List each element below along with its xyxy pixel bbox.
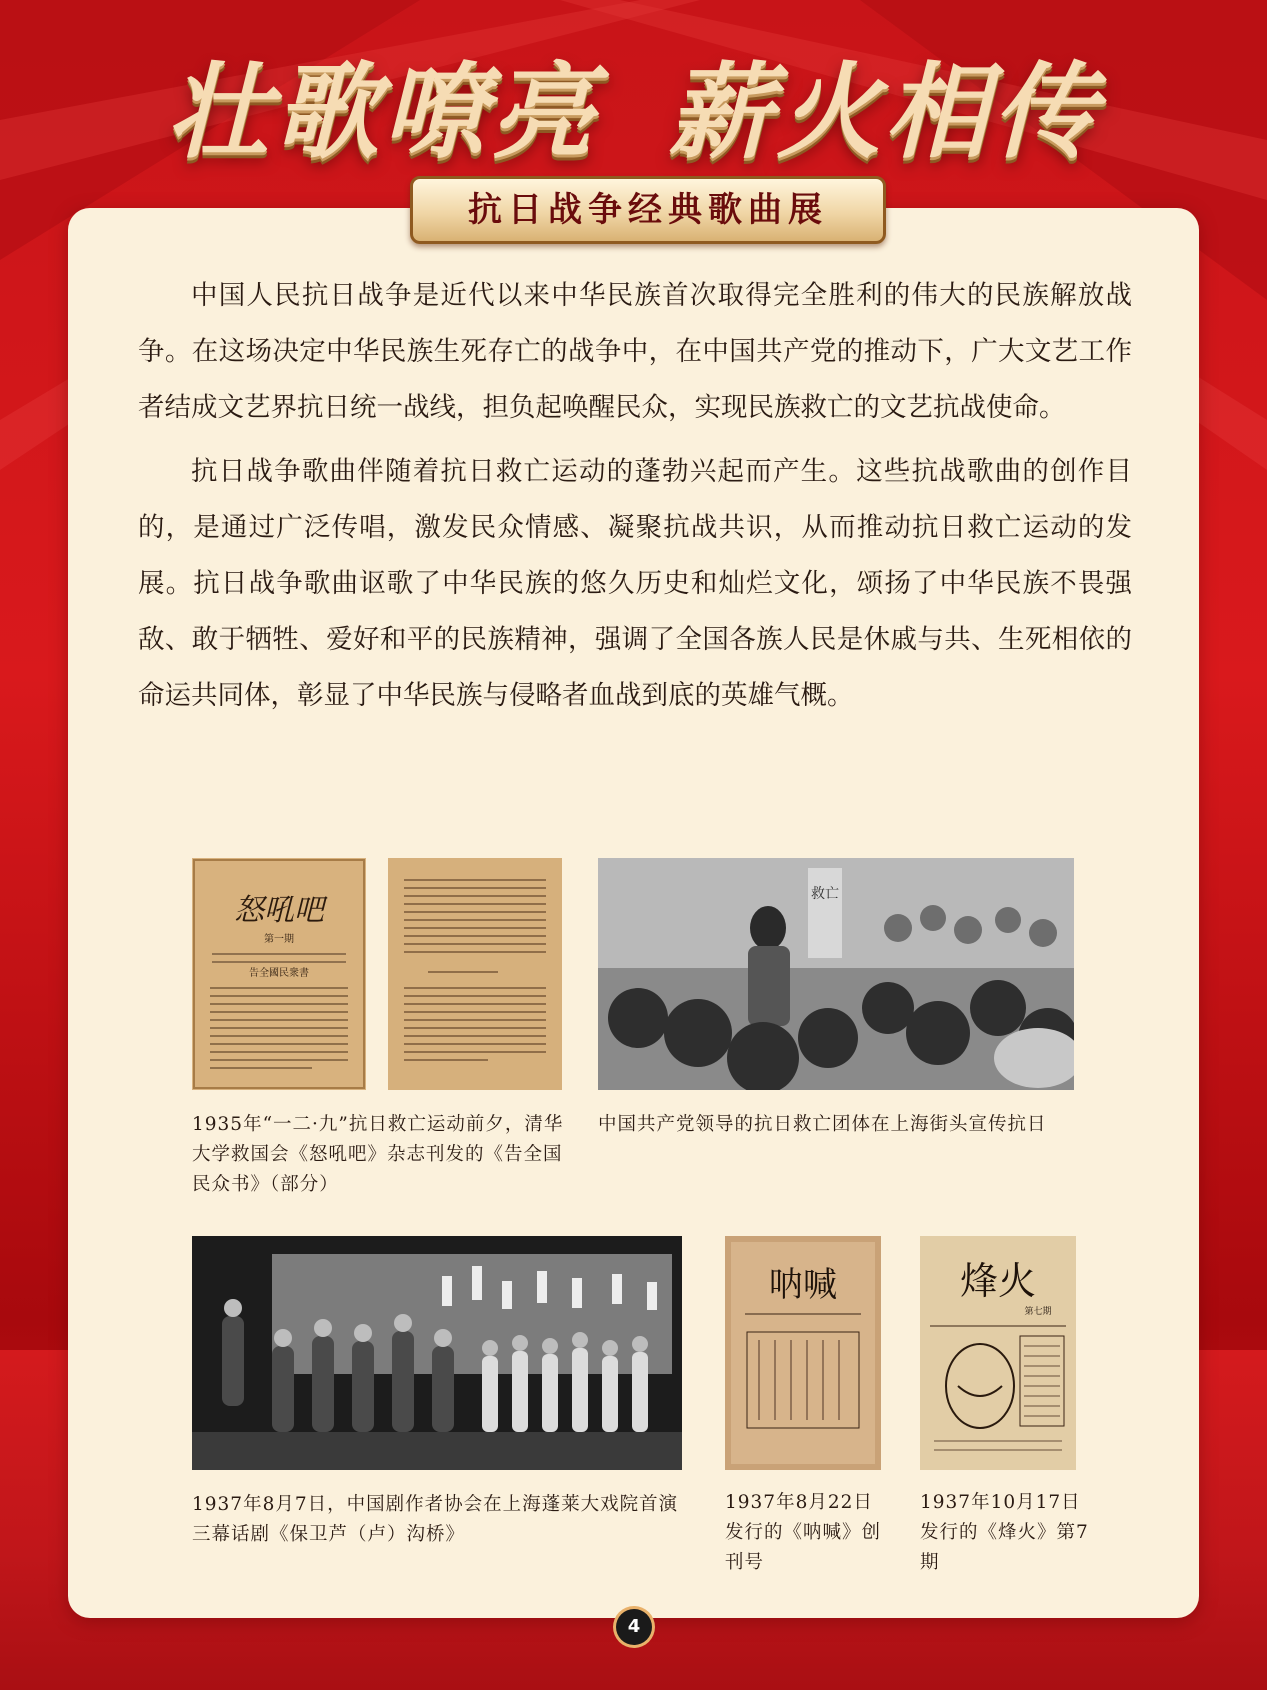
page-number: 4 <box>616 1609 652 1645</box>
nuhouba-cover-image <box>192 858 366 1090</box>
nahan-cover-image <box>725 1236 881 1470</box>
drama-stage-photo <box>192 1236 682 1470</box>
section-ribbon: 抗日战争经典歌曲展 <box>410 176 886 244</box>
nuhouba-cover-subtitle: 第一期 <box>264 934 294 945</box>
street-sign-text: 救亡 <box>811 886 839 902</box>
page-title: 壮歌嘹亮 薪火相传 <box>166 51 1101 173</box>
nuhouba-page-image <box>388 858 562 1090</box>
nahan-caption <box>725 1488 895 1578</box>
fenghuo-caption <box>920 1488 1090 1578</box>
street-propaganda-photo <box>598 858 1074 1090</box>
nahan-caption-date: 1937年8月22日 <box>725 1492 873 1513</box>
intro-paragraph: 抗日战争歌曲伴随着抗日救亡运动的蓬勃兴起而产生。这些抗战歌曲的创作目的，是通过广泛传唱，激发民众情感、凝聚抗战共识，从而推动抗日救亡运动的发展。抗日战争歌曲讴歌了中华民族的悠久历史和灿烂文化，颂扬了中华民族不畏强敌、敢于牺牲、爱好和平的民族精神，强调了全国各族人民是休戚与共、生死相依的命运共同体，彰显了中华民族与侵略者血战到底的英雄气概。 <box>138 456 1132 711</box>
intro-paragraph: 中国人民抗日战争是近代以来中华民族首次取得完全胜利的伟大的民族解放战争。在这场决定中华民族生死存亡的战争中，在中国共产党的推动下，广大文艺工作者结成文艺界抗日统一战线，担负起唤醒民众，实现民族救亡的文艺抗战使命。 <box>138 280 1132 423</box>
fenghuo-cover-title: 烽火 <box>959 1259 1037 1303</box>
fenghuo-cover-image <box>920 1236 1076 1470</box>
fenghuo-caption-text: 发行的《烽火》第7期 <box>920 1522 1089 1573</box>
nahan-caption-text: 发行的《呐喊》创刊号 <box>725 1522 882 1573</box>
nuhouba-cover-title: 怒吼吧 <box>234 893 324 928</box>
drama-caption: 1937年8月7日，中国剧作者协会在上海蓬莱大戏院首演三幕话剧《保卫芦（卢）沟桥》 <box>192 1494 679 1545</box>
street-caption: 中国共产党领导的抗日救亡团体在上海街头宣传抗日 <box>598 1114 1047 1135</box>
nahan-cover-title: 呐喊 <box>769 1265 837 1305</box>
intro-text <box>138 268 1132 732</box>
fenghuo-caption-date: 1937年10月17日 <box>920 1492 1081 1513</box>
nuhouba-caption: 1935年“一二·九”抗日救亡运动前夕，清华大学救国会《怒吼吧》杂志刊发的《告全国民众书》（部分） <box>192 1114 564 1195</box>
nuhouba-cover-heading: 告全國民衆書 <box>249 968 309 979</box>
fenghuo-cover-issue: 第七期 <box>1024 1307 1052 1317</box>
